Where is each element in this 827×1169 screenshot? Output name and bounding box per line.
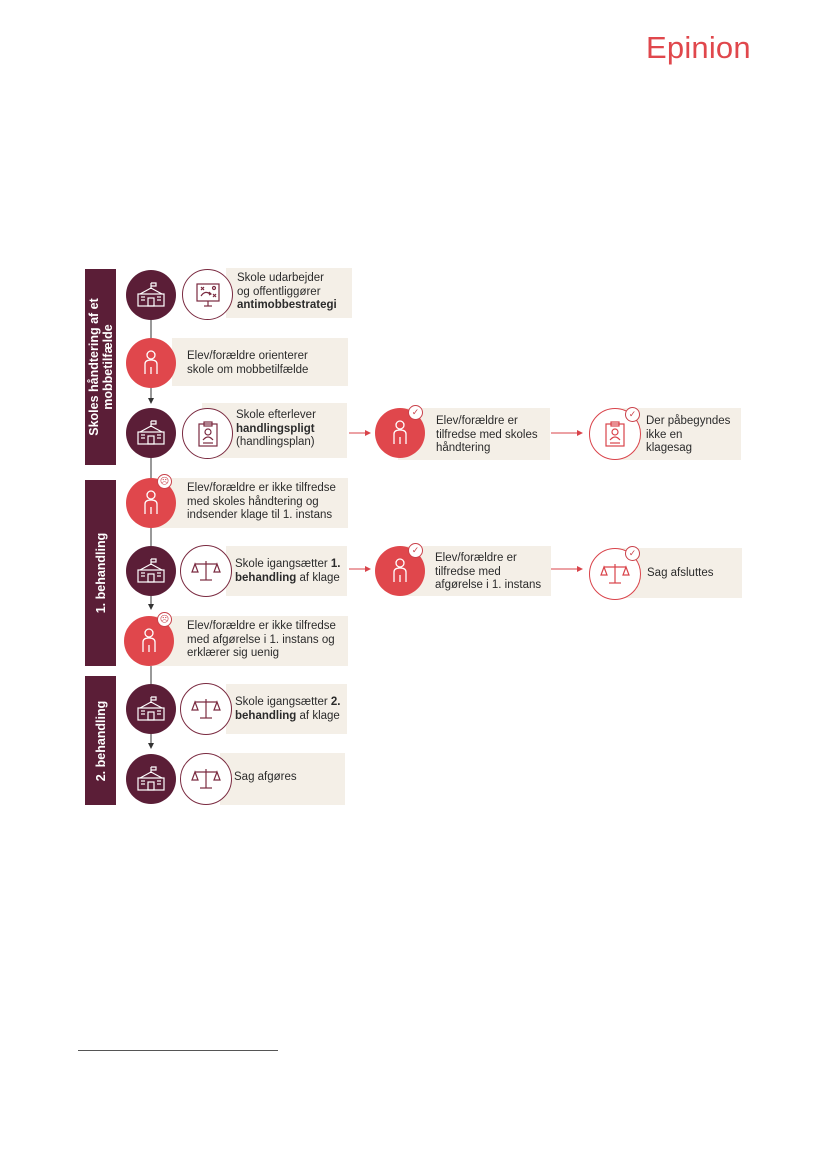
section-label: 1. behandling [93, 532, 108, 614]
school-building-icon [126, 546, 176, 596]
clipboard-plan-icon [182, 408, 233, 459]
scales-of-justice-icon [180, 545, 232, 597]
step-box-klage-1-instans: Elev/forældre er ikke tilfredse med skoles håndtering og indsender klage til 1. instans [150, 478, 348, 528]
checkmark-badge-icon: ✓ [408, 405, 423, 420]
step-box-handlingspligt: Skole efterlever handlingspligt (handlingsplan) [202, 403, 347, 458]
step-box-tilfredse-1-instans: Elev/forældre er tilfredse med afgørelse i 1. instans [398, 546, 551, 596]
checkmark-badge-icon: ✓ [625, 407, 640, 422]
school-building-icon [126, 684, 176, 734]
step-box-1-behandling: Skole igangsætter 1. behandling af klage [226, 546, 347, 596]
epinion-logo: Epinion [646, 30, 751, 65]
section-first-behandling [85, 480, 116, 666]
step-box-2-behandling: Skole igangsætter 2. behandling af klage [226, 684, 347, 734]
dissatisfied-badge-icon: ☹ [157, 474, 172, 489]
step-box-sag-afsluttes: Sag afsluttes [618, 548, 742, 598]
scales-of-justice-icon [180, 753, 232, 805]
checkmark-badge-icon: ✓ [625, 546, 640, 561]
section-second-behandling [85, 676, 116, 805]
step-box-strategy: Skole udarbejder og offentliggører antimobbestrategi [226, 268, 352, 318]
checkmark-badge-icon: ✓ [408, 543, 423, 558]
step-box-ingen-klagesag: Der påbegyndes ikke en klagesag [618, 408, 741, 460]
person-icon [126, 338, 176, 388]
step-box-tilfredse-skole: Elev/forældre er tilfredse med skoles håndtering [398, 408, 550, 460]
footnote-separator [78, 1050, 278, 1051]
section-label: 2. behandling [93, 700, 108, 781]
section-label: Skoles håndtering af et mobbetilfælde [86, 298, 115, 436]
strategy-board-icon [182, 269, 233, 320]
school-building-icon [126, 754, 176, 804]
scales-of-justice-icon [180, 683, 232, 735]
school-building-icon [126, 270, 176, 320]
section-skoles-handtering [85, 269, 116, 465]
step-box-sag-afgores: Sag afgøres [220, 753, 345, 805]
step-box-uenig: Elev/forældre er ikke tilfredse med afgørelse i 1. instans og erklærer sig uenig [150, 616, 348, 666]
school-building-icon [126, 408, 176, 458]
dissatisfied-badge-icon: ☹ [157, 612, 172, 627]
step-box-orienterer: Elev/forældre orienterer skole om mobbetilfælde [172, 338, 348, 386]
